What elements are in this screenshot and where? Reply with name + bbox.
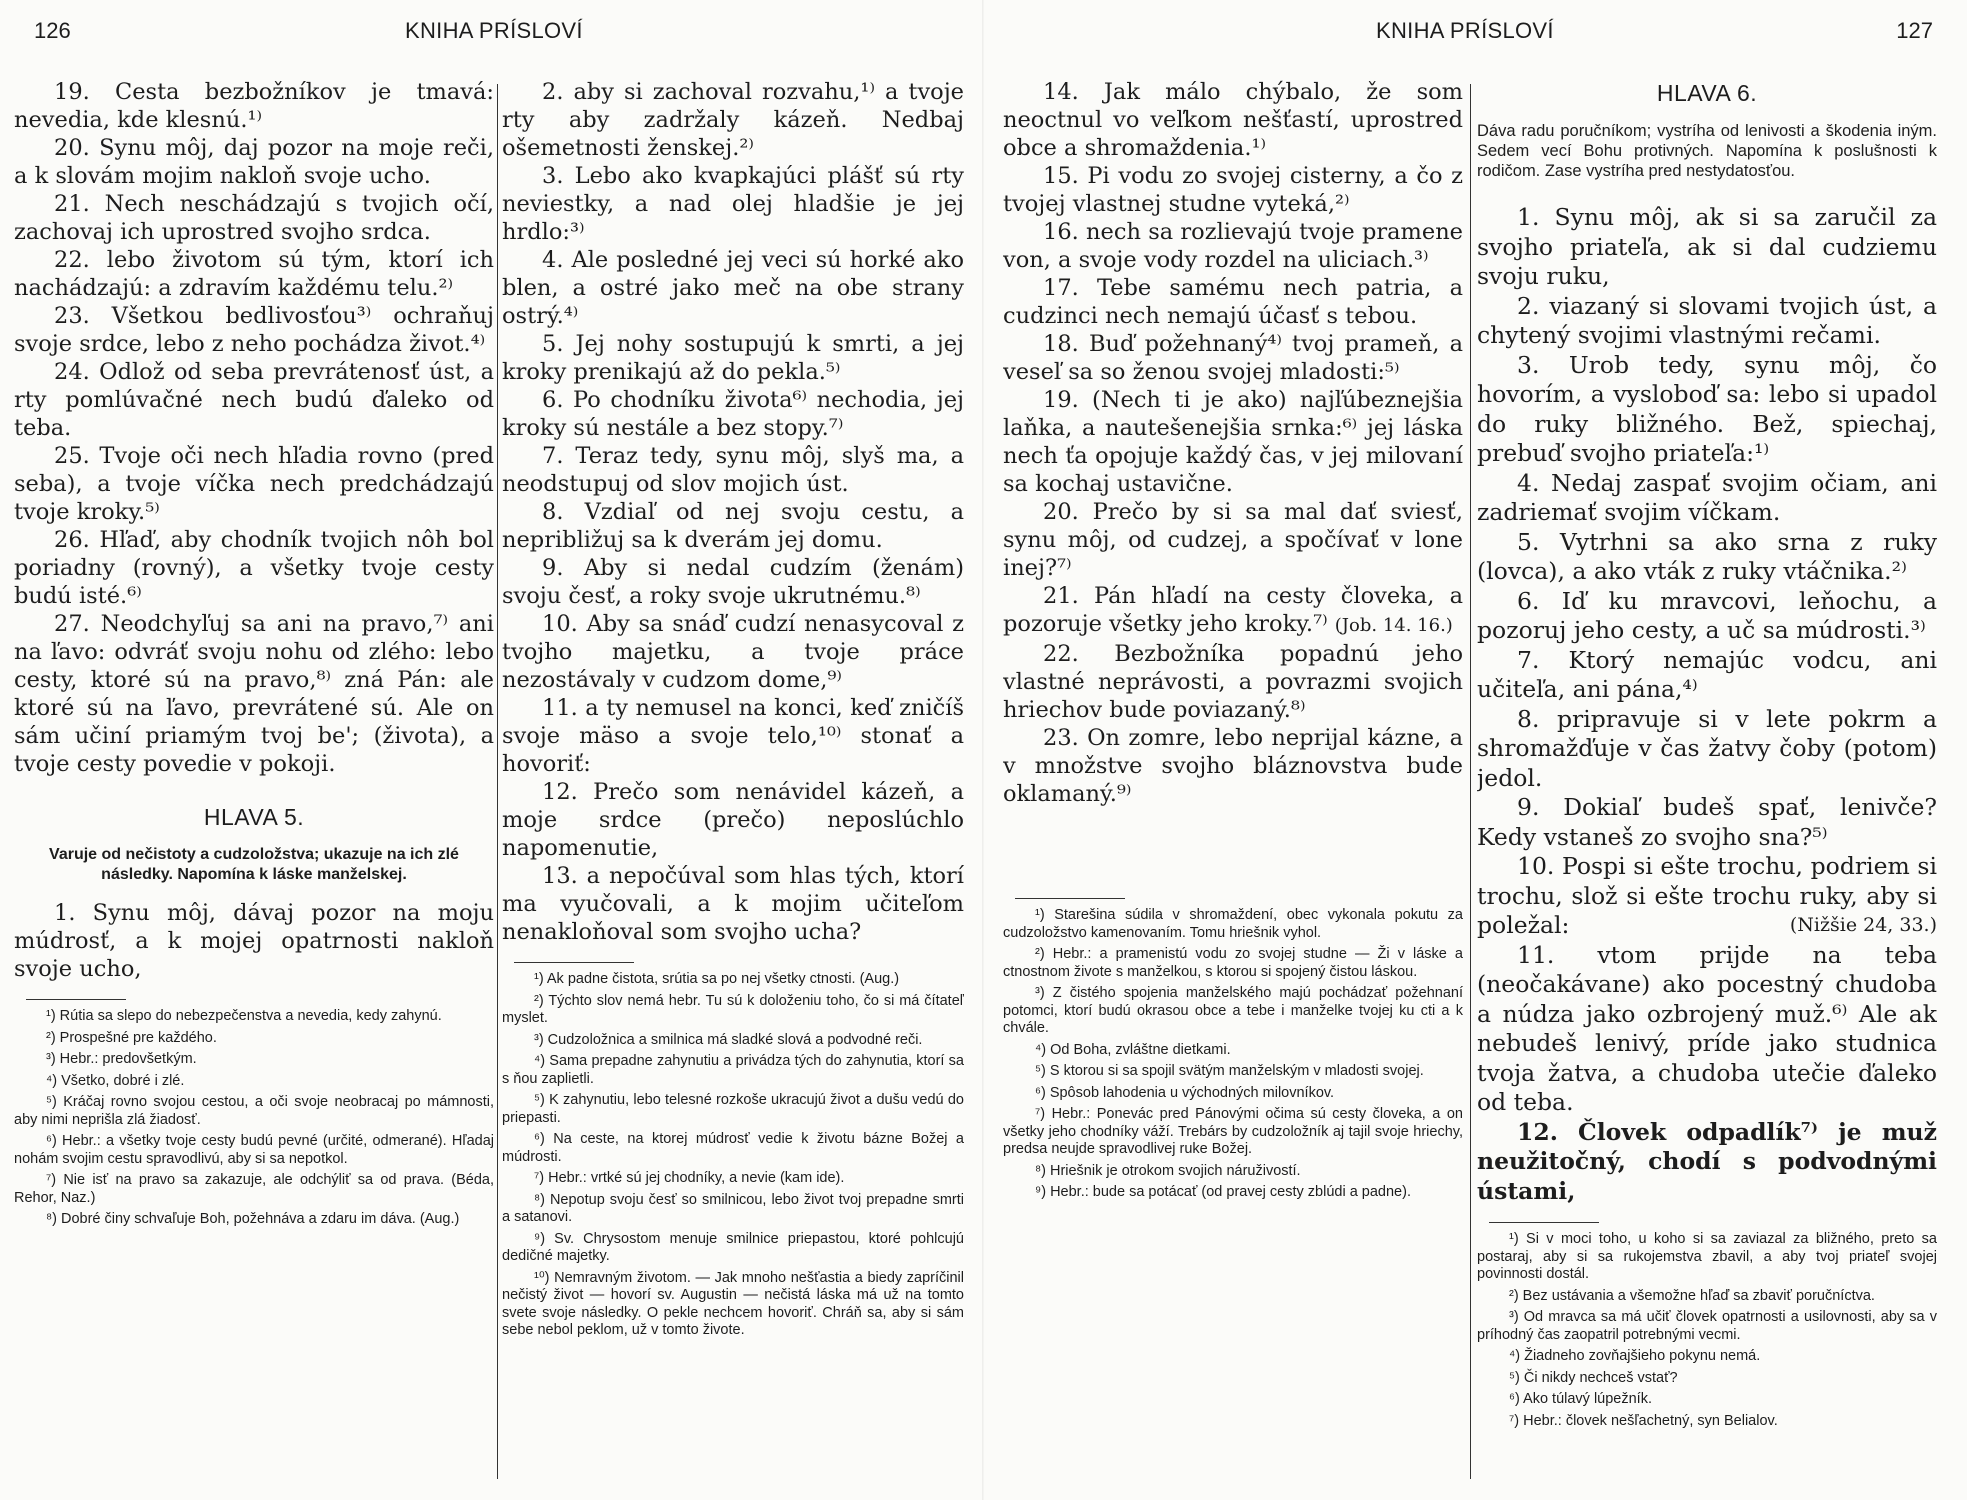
verse-text: 21. Pán hľadí na cesty človeka, a pozoruje všetky jeho kroky.⁷⁾ — [1003, 583, 1463, 637]
verse: 16. nech sa rozlievajú tvoje pramene von, a svoje vody rozdel na uliciach.³⁾ — [1003, 219, 1463, 273]
verse: 8. Vzdiaľ od nej svoju cestu, a nepribližuj sa k dverám jej domu. — [502, 499, 964, 553]
footnote: ⁴) Všetko, dobré i zlé. — [46, 1072, 185, 1089]
verse: 24. Odlož od seba prevrátenosť úst, a rty pomlúvačné nech budú ďaleko od teba. — [14, 359, 494, 441]
footnote: ⁸) Dobré činy schvaľuje Boh, požehnáva a zdaru im dáva. (Aug.) — [46, 1211, 460, 1227]
footnote: ⁶) Hebr.: a všetky tvoje cesty budú pevné (určité, odmerané). Hľadaj nohám svojim cestu spravodlivú, aby si sa nepotkol. — [14, 1133, 494, 1167]
footnote: ⁷) Hebr.: Ponevác pred Pánovými očima sú cesty človeka, a on všetky jeho chodníky váží. Trebárs by cudzoložník aj tajil svoje hriechy, predsa neujde spravodlivej ruke Božej. — [1003, 1106, 1463, 1157]
verse: 7. Ktorý nemajúc vodcu, ani učiteľa, ani pána,⁴⁾ — [1477, 645, 1937, 703]
verse: 4. Ale posledné jej veci sú horké ako blen, a ostré jako meč na obe strany ostrý.⁴⁾ — [502, 247, 964, 329]
column-divider — [497, 84, 498, 1479]
verse: 11. a ty nemusel na konci, keď zničíš svoje mäso a svoje telo,¹⁰⁾ stonať a hovoriť: — [502, 695, 964, 777]
footnote: ³) Cudzoložnica a smilnica má sladké slová a podvodné reči. — [534, 1031, 923, 1048]
verse: 14. Jak málo chýbalo, že som neoctnul vo veľkom nešťastí, uprostred obce a shromaždenia.¹⁾ — [1003, 79, 1463, 161]
footnote: ⁷) Nie isť na pravo sa zakazuje, ale odchýliť sa od prava. (Béda, Rehor, Naz.) — [14, 1172, 494, 1206]
verse: 5. Vytrhni sa ako srna z ruky (lovca), a ako vták z ruky vtáčnika.²⁾ — [1477, 527, 1937, 585]
footnote: ¹) Ak padne čistota, srútia sa po nej všetky ctnosti. (Aug.) — [534, 971, 900, 987]
footnote: ⁸) Nepotup svoju česť so smilnicou, lebo život tvoj prepadne smrti a satanovi. — [502, 1191, 964, 1225]
footnote-rule — [1015, 898, 1125, 899]
footnote-rule — [26, 999, 126, 1000]
running-head: KNIHA PRÍSLOVÍ — [405, 18, 583, 43]
verse: 9. Aby si nedal cudzím (ženám) svoju česť, a roky svoje ukrutnému.⁸⁾ — [502, 555, 964, 609]
footnote: ¹) Starešina súdila v shromaždení, obec vykonala pokutu za cudzoložstvo kamenovaním. Tomu hriešnik vyhol. — [1003, 907, 1463, 941]
left-column-2 — [502, 78, 964, 1488]
verse: 13. a nepočúval som hlas tých, ktorí ma vyučovali, a k mojim učiteľom nenakloňoval som svojho ucha? — [502, 863, 964, 945]
verse: 2. viazaný si slovami tvojich úst, a chytený svojimi vlastnými rečami. — [1477, 291, 1937, 349]
footnote: ⁹) Hebr.: bude sa potácať (od pravej cesty zblúdi a padne). — [1035, 1184, 1411, 1200]
verse: 11. vtom prijde na teba (neočakávane) ako pocestný chudoba a núdza jako ozbrojený muž.⁶⁾ Ale ak nebudeš lenivý, príde jako studnica tvoja žatva, a chudoba utečie ďaleko od teba. — [1477, 940, 1937, 1116]
verse: 21. Nech neschádzajú s tvojich očí, zachovaj ich uprostred svojho srdca. — [14, 191, 494, 245]
footnote: ³) Z čistého spojenia manželského majú pochádzať požehnaní potomci, ktorí budú okrasou obce a tebe i manželke tvojej ku cti a k chvále. — [1003, 985, 1463, 1036]
footnote: ⁵) K zahynutiu, lebo telesné rozkoše ukracujú život a dušu vedú do priepasti. — [502, 1092, 964, 1126]
verse: 23. On zomre, lebo neprijal kázne, a v množstve svojho bláznovstva bude oklamaný.⁹⁾ — [1003, 725, 1463, 807]
footnote: ⁶) Ako túlavý lúpežník. — [1509, 1391, 1652, 1407]
verse: 6. Iď ku mravcovi, leňochu, a pozoruj jeho cesty, a uč sa múdrosti.³⁾ — [1477, 586, 1937, 644]
verse: 12. Človek odpadlík⁷⁾ je muž neužitočný, chodí s podvodnými ústami, — [1477, 1117, 1937, 1205]
footnote: ⁵) Či nikdy nechceš vstať? — [1509, 1369, 1678, 1386]
page-number: 127 — [1896, 18, 1933, 43]
footnote: ²) Prospešné pre každého. — [46, 1029, 217, 1046]
footnote: ⁶) Spôsob lahodenia u východných milovníkov. — [1035, 1084, 1335, 1101]
verse: 19. (Nech ti je ako) najľúbeznejšia laňka, a nautešenejšia srnka:⁶⁾ jej láska nech ťa opojuje každý čas, v jej milovaní sa kochaj ustavične. — [1003, 387, 1463, 497]
footnote: ¹⁰) Nemravným životom. — Jak mnoho nešťastia a biedy zapríčinil nečistý život — hovorí sv. Augustin — nečistá láska má už na tomto svete svoje následky. O pekle nechcem hovoriť. Chráň sa, aby si sám sebe nebol peklom, už v tomto živote. — [502, 1269, 964, 1338]
verse: 7. Teraz tedy, synu môj, slyš ma, a neodstupuj od slov mojich úst. — [502, 443, 964, 497]
verse: 5. Jej nohy sostupujú k smrti, a jej kroky prenikajú až do pekla.⁵⁾ — [502, 331, 964, 385]
verse: 20. Synu môj, daj pozor na moje reči, a k slovám mojim nakloň svoje ucho. — [14, 135, 494, 189]
footnote-rule — [514, 962, 634, 963]
chapter-summary: Dáva radu poručníkom; vystríha od lenivosti a škodenia iným. Sedem vecí Bohu protivných. Napomína k poslušnosti k rodičom. Zase vystríha pred nestydatosťou. — [1477, 122, 1937, 180]
footnote: ⁶) Na ceste, na ktorej múdrosť vedie k životu bázne Božej a múdrosti. — [502, 1131, 964, 1165]
verse: 10. Aby sa snáď cudzí nenasycoval z tvojho majetku, a tvoje práce nezostávaly v cudzom dome,⁹⁾ — [502, 611, 964, 693]
footnote: ⁹) Sv. Chrysostom menuje smilnice priepastou, ktoré pohlcujú dedičné majetky. — [502, 1230, 964, 1264]
chapter-summary: Varuje od nečistoty a cudzoložstva; ukazuje na ich zlé následky. Napomína k láske manželskej. — [49, 846, 459, 883]
footnote: ⁷) Hebr.: vrtké sú jej chodníky, a nevie (kam ide). — [534, 1170, 845, 1186]
verse: 3. Lebo ako kvapkajúci plášť sú rty neviestky, a nad olej hladšie je jej hrdlo:³⁾ — [502, 163, 964, 245]
footnote: ⁵) S ktorou si sa spojil svätým manželským v mladosti svojej. — [1035, 1063, 1424, 1079]
verse — [1477, 852, 1937, 941]
verse: 3. Urob tedy, synu môj, čo hovorím, a vysloboď sa: lebo si upadol do ruky bližného. Bež, spiechaj, prebuď svojho priateľa:¹⁾ — [1477, 350, 1937, 467]
verse — [1003, 582, 1463, 640]
column-divider — [1470, 84, 1471, 1479]
footnote: ²) Hebr.: a pramenistú vodu zo svojej studne — Ži v láske a ctnostnom živote s manželkou, s ktorou si spojený čistou láskou. — [1003, 946, 1463, 980]
footnote: ⁵) Kráčaj rovno svojou cestou, a oči svoje neobracaj po mámnosti, aby nimi neprišla zlá žiadosť. — [14, 1094, 494, 1128]
footnote: ²) Týchto slov nemá hebr. Tu sú k doloženiu toho, čo si má čítateľ myslet. — [502, 992, 964, 1026]
verse: 17. Tebe samému nech patria, a cudzinci nech nemajú účasť s tebou. — [1003, 275, 1463, 329]
footnote: ²) Bez ustávania a všemožne hľaď sa zbaviť poručníctva. — [1509, 1287, 1875, 1304]
chapter-title: HLAVA 5. — [203, 804, 305, 830]
verse: 1. Synu môj, dávaj pozor na moju múdrosť, a k mojej opatrnosti nakloň svoje ucho, — [14, 900, 494, 982]
verse: 26. Hľaď, aby chodník tvojich nôh bol poriadny (rovný), a všetky tvoje cesty budú isté.⁶⁾ — [14, 527, 494, 609]
page-number: 126 — [34, 18, 71, 43]
right-column-1 — [1003, 78, 1463, 1488]
verse: 19. Cesta bezbožníkov je tmavá: nevedia, kde klesnú.¹⁾ — [14, 79, 494, 133]
footnote-rule — [1489, 1222, 1599, 1223]
footnote: ¹) Si v moci toho, u koho si sa zaviazal za bližného, preto sa postaraj, aby si sa rukojemstva zbavil, a aby tvoj priateľ svojej povinnosti dostál. — [1477, 1231, 1937, 1282]
right-column-2 — [1477, 78, 1937, 1488]
verse: 22. lebo životom sú tým, ktorí ich nachádzajú: a zdravím každému telu.²⁾ — [14, 247, 494, 301]
footnote: ³) Hebr.: predovšetkým. — [46, 1051, 197, 1067]
chapter-title: HLAVA 6. — [1656, 80, 1758, 106]
footnote: ⁴) Žiadneho zovňajšieho pokynu nemá. — [1509, 1348, 1761, 1364]
verse: 8. pripravuje si v lete pokrm a shromažďuje v čas žatvy čoby (potom) jedol. — [1477, 704, 1937, 792]
verse: 9. Dokiaľ budeš spať, lenivče? Kedy vstaneš zo svojho sna?⁵⁾ — [1477, 793, 1937, 851]
footnote: ⁴) Od Boha, zvláštne dietkami. — [1035, 1041, 1231, 1058]
verse: 18. Buď požehnaný⁴⁾ tvoj prameň, a veseľ sa so ženou svojej mladosti:⁵⁾ — [1003, 331, 1463, 385]
cross-reference: (Job. 14. 16.) — [1334, 615, 1453, 636]
footnote: ¹) Rútia sa slepo do nebezpečenstva a nevedia, kedy zahynú. — [46, 1008, 442, 1024]
verse: 2. aby si zachoval rozvahu,¹⁾ a tvoje rty aby zadržaly kázeň. Nedbaj ošemetnosti ženskej.²⁾ — [502, 79, 964, 161]
cross-reference: (Nižšie 24, 33.) — [1789, 914, 1937, 936]
verse: 27. Neodchyľuj sa ani na pravo,⁷⁾ ani na ľavo: odvráť svoju nohu od zlého: lebo cesty, ktoré sú na pravo,⁸⁾ zná Pán: ale ktoré sú na ľavo, prevrátené sú. Ale on sám učiní priamým tvoj be'; (života), a tvoje cesty povedie v pokoji. — [14, 611, 494, 777]
footnote: ³) Od mravca sa má učiť človek opatrnosti a usilovnosti, aby sa v príhodný čas zaopatril potrebnými vecmi. — [1477, 1309, 1937, 1343]
verse: 20. Prečo by si sa mal dať sviesť, synu môj, od cudzej, a spočívať v lone inej?⁷⁾ — [1003, 499, 1463, 581]
verse: 15. Pi vodu zo svojej cisterny, a čo z tvojej vlastnej studne vyteká,²⁾ — [1003, 163, 1463, 217]
footnote: ⁴) Sama prepadne zahynutiu a privádza tých do zahynutia, ktorí sa s ňou zaplietli. — [502, 1053, 964, 1087]
verse: 4. Nedaj zaspať svojim očiam, ani zadriemať svojim víčkam. — [1477, 468, 1937, 526]
footnote: ⁸) Hriešnik je otrokom svojich náruživostí. — [1035, 1162, 1301, 1179]
verse: 22. Bezbožníka popadnú jeho vlastné neprávosti, a povrazmi svojich hriechov bude poviazaný.⁸⁾ — [1003, 641, 1463, 723]
verse: 25. Tvoje oči nech hľadia rovno (pred seba), a tvoje víčka nech predchádzajú tvoje kroky.⁵⁾ — [14, 443, 494, 525]
verse: 23. Všetkou bedlivosťou³⁾ ochraňuj svoje srdce, lebo z neho pochádza život.⁴⁾ — [14, 303, 494, 357]
verse-text: 10. Pospi si ešte trochu, podriem si trochu, slož si ešte trochu ruky, aby si poležal: — [1477, 852, 1937, 939]
left-column-1 — [14, 78, 494, 1488]
verse: 12. Prečo som nenávidel kázeň, a moje srdce (prečo) neposlúchlo napomenutie, — [502, 779, 964, 861]
running-head: KNIHA PRÍSLOVÍ — [1376, 18, 1554, 43]
right-page — [983, 0, 1967, 1500]
verse: 6. Po chodníku života⁶⁾ nechodia, jej kroky sú nestále a bez stopy.⁷⁾ — [502, 387, 964, 441]
footnote: ⁷) Hebr.: človek nešľachetný, syn Belialov. — [1509, 1412, 1778, 1429]
verse: 1. Synu môj, ak si sa zaručil za svojho priateľa, ak si dal cudziemu svoju ruku, — [1477, 203, 1937, 290]
left-page — [0, 0, 983, 1500]
